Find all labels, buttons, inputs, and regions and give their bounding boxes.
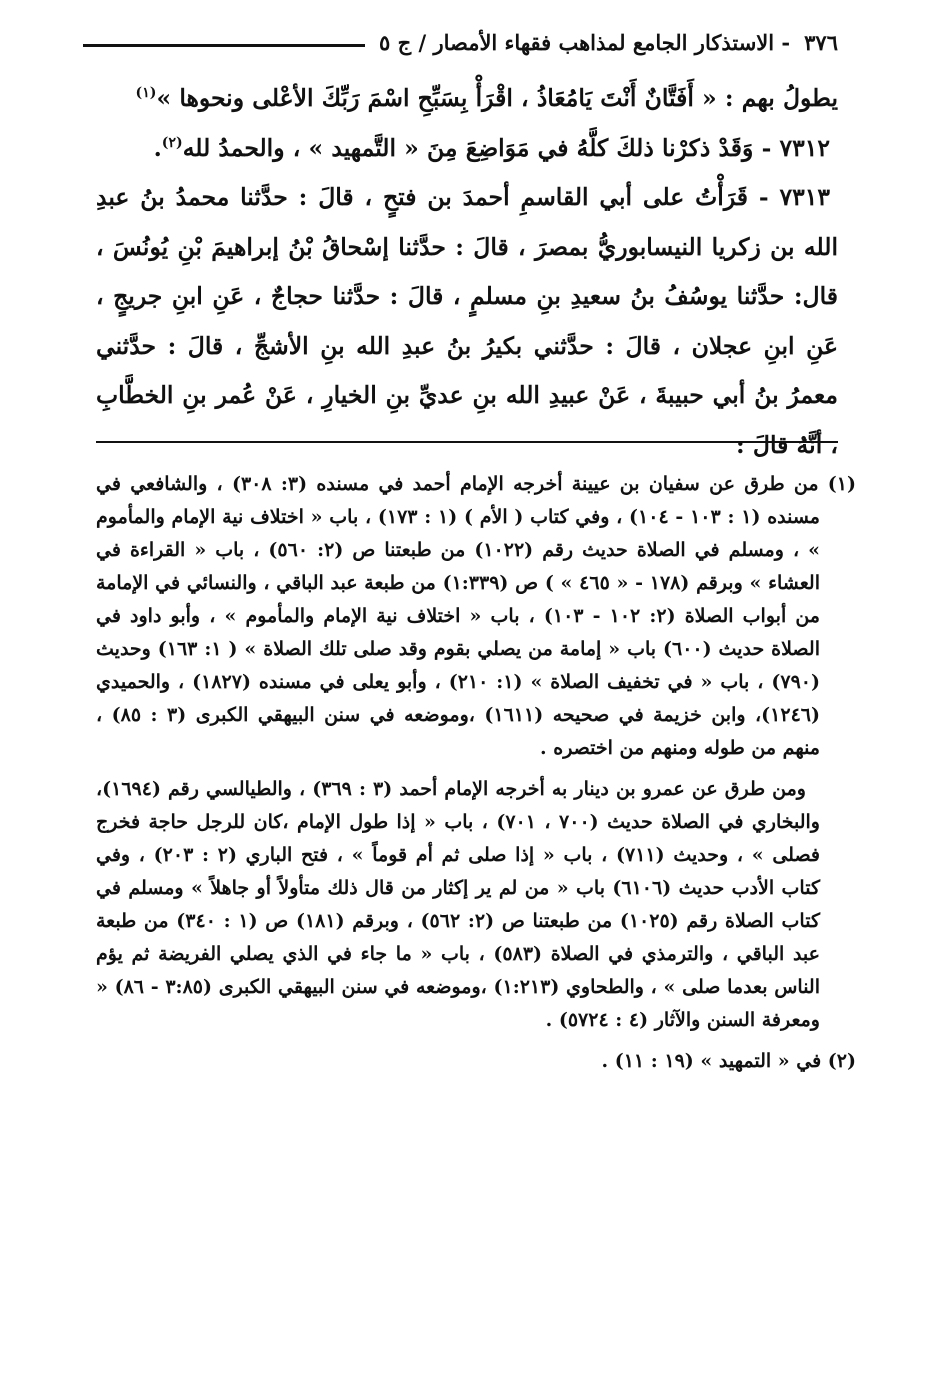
main-paragraph-3: ٧٣١٣ - قَرَأْتُ على أبي القاسمِ أحمدَ بن فتحٍ ، قالَ : حدَّثنا محمدُ بنُ عبدِ الله بن زكريا النيسابوريُّ بمصرَ ، قالَ : حدَّثنا إسْحاقُ بْنُ إبراهيمَ بْنِ يُونُسَ ، قال: حدَّثنا يوسُفُ بنُ سعيدِ بنِ مسلمٍ ، قالَ : حدَّثنا حجاجٌ ، عَنِ ابنِ جريجٍ ، عَنِ ابنِ عجلان ، قالَ : حدَّثني بكيرُ بنُ عبدِ الله بنِ الأشجِّ ، قالَ : حدَّثني معمرُ بنُ أبي حبيبةَ ، عَنْ عبيدِ الله بنِ عديِّ بنِ الخيارِ ، عَنْ عُمر بنِ الخطَّابِ ، أنَّهُ قالَ : — [96, 183, 838, 459]
paragraph-2-end: . — [153, 133, 162, 162]
footnote-1: (١) من طرق عن سفيان بن عيينة أخرجه الإمام أحمد في مسنده (٣: ٣٠٨) ، والشافعي في مسنده (١ : ١٠٣ - ١٠٤) ، وفي كتاب ( الأم ) (١ : ١٧٣) ، باب « اختلاف نية الإمام والمأموم » ، ومسلم في الصلاة حديث رقم (١٠٢٢) من طبعتنا ص (٢: ٥٦٠) ، باب « القراءة في العشاء » وبرقم (١٧٨ - « ٤٦٥ » ) ص (١:٣٣٩) من طبعة عبد الباقي ، والنسائي في الإمامة من أبواب الصلاة (٢: ١٠٢ - ١٠٣) ، باب « اختلاف نية الإمام والمأموم » ، وأبو داود في الصلاة حديث (٦٠٠) باب « إمامة من يصلي بقوم وقد صلى تلك الصلاة » ( ١: ١٦٣) وحديث (٧٩٠) ، باب « في تخفيف الصلاة » (١: ٢١٠) ، وأبو يعلى في مسنده (١٨٢٧) ، والحميدي (١٢٤٦)، وابن خزيمة في صحيحه (١٦١١) ،وموضعه في سنن البيهقي الكبرى (٣ : ٨٥) ، منهم من طوله ومنهم من اختصره . — [96, 473, 856, 759]
page-header — [83, 30, 838, 55]
footnote-separator — [96, 441, 838, 443]
page-number: ٣٧٦ — [804, 30, 838, 55]
footnotes — [96, 468, 856, 1086]
main-text — [96, 74, 838, 470]
main-paragraph-2 — [96, 124, 838, 174]
header-rule — [83, 44, 365, 47]
footnote-1-continuation: ومن طرق عن عمرو بن دينار به أخرجه الإمام أحمد (٣ : ٣٦٩) ، والطيالسي رقم (١٦٩٤)، والبخاري في الصلاة حديث (٧٠٠ ، ٧٠١) ، باب « إذا طول الإمام ،كان للرجل حاجة فخرج فصلى » ، وحديث (٧١١) ، باب « إذا صلى ثم أم قوماً » ، فتح الباري (٢ : ٢٠٣) ، وفي كتاب الأدب حديث (٦١٠٦) باب « من لم ير إكثار من قال ذلك متأولاً أو جاهلاً » ومسلم في كتاب الصلاة رقم (١٠٢٥) من طبعتنا ص (٢: ٥٦٢) ، وبرقم (١٨١) ص (١ : ٣٤٠) من طبعة عبد الباقي ، والترمذي في الصلاة (٥٨٣) ، باب « ما جاء في الذي يصلي الفريضة ثم يؤم الناس بعدما صلى » ، والطحاوي (١:٢١٣) ،وموضعه في سنن البيهقي الكبرى (٣:٨٥ - ٨٦) « ومعرفة السنن والآثار (٤ : ٥٧٢٤) . — [96, 778, 821, 1031]
running-title: - الاستذكار الجامع لمذاهب فقهاء الأمصار / ج ٥ — [379, 30, 791, 55]
footnote-ref-2: (٢) — [161, 134, 183, 151]
footnote-ref-1: (١) — [135, 85, 157, 102]
main-paragraph-1 — [96, 74, 838, 124]
footnote-2: (٢) في « التمهيد » (١٩ : ١١) . — [601, 1050, 856, 1072]
paragraph-2-text: ٧٣١٢ - وَقَدْ ذكرْنا ذلكَ كلَّهُ في مَوَاضِعَ مِنَ « التَّمهيد » ، والحمدُ لله — [182, 133, 830, 162]
paragraph-1-text: يطولُ بهم : « أَفَتَّانٌ أَنْتَ يَامُعَاذُ ، اقْرَأْ بِسَبِّحِ اسْمَ رَبِّكَ الأعْلى ونحوها » — [156, 84, 838, 112]
